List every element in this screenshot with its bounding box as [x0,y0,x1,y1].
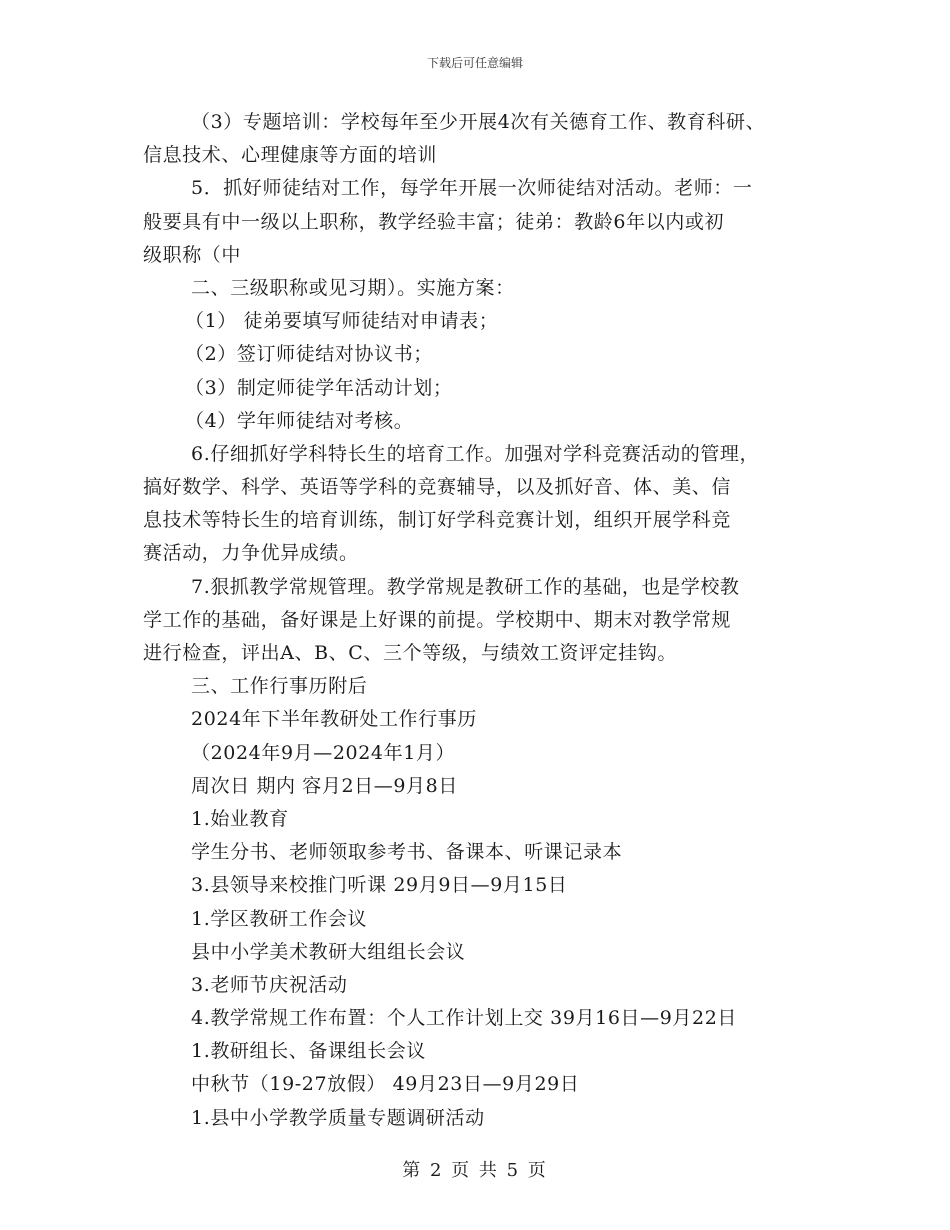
text-line: 息技术等特长生的培育训练，制订好学科竞赛计划，组织开展学科竞 [143,509,732,532]
text-line: 学生分书、老师领取参考书、备课本、听课记录本 [191,841,623,864]
text-line: 级职称（中 [143,243,242,266]
text-line: 4.教学常规工作布置：个人工作计划上交 39月16日—9月22日 [191,1007,737,1030]
text-line: 1.始业教育 [191,807,289,830]
text-line: 6.仔细抓好学科特长生的培育工作。加强对学科竞赛活动的管理， [191,442,760,465]
text-line: （1） 徒弟要填写师徒结对申请表； [185,310,499,333]
text-line: 3.老师节庆祝活动 [191,973,348,996]
text-line: 学工作的基础，备好课是上好课的前提。学校期中、期末对教学常规 [143,608,732,631]
document-body [143,106,823,1135]
text-line: 7.狠抓教学常规管理。教学常规是教研工作的基础，也是学校教 [191,575,740,598]
text-line: （3）制定师徒学年活动计划； [185,376,453,399]
text-line: 信息技术、心理健康等方面的培训 [143,144,438,167]
page-number-footer: 第 2 页 共 5 页 [402,1160,548,1181]
text-line: 5．抓好师徒结对工作，每学年开展一次师徒结对活动。老师：一 [191,177,753,200]
text-line: 进行检查，评出A、B、C、三个等级，与绩效工资评定挂钩。 [143,642,678,664]
text-line: （2024年9月—2024年1月） [191,741,456,764]
text-line: （3）专题培训：学校每年至少开展4次有关德育工作、教育科研、 [191,111,766,133]
text-line: （4）学年师徒结对考核。 [185,409,414,432]
text-line: 1.教研组长、备课组长会议 [191,1040,426,1063]
text-line: 1.学区教研工作会议 [191,907,368,930]
text-line: 中秋节（19-27放假） 49月23日—9月29日 [191,1073,580,1096]
text-line: 3.县领导来校推门听课 29月9日—9月15日 [191,874,568,897]
page-header-note: 下载后可任意编辑 [426,56,523,70]
text-line: 搞好数学、科学、英语等学科的竞赛辅导，以及抓好音、体、美、信 [143,476,732,499]
text-line: 2024年下半年教研处工作行事历 [191,708,477,731]
text-line: 赛活动，力争优异成绩。 [143,542,359,565]
text-line: （2）签订师徒结对协议书； [185,343,433,366]
text-line: 县中小学美术教研大组组长会议 [191,940,466,963]
text-line: 般要具有中一级以上职称，教学经验丰富；徒弟：教龄6年以内或初 [143,210,725,233]
text-line: 1.县中小学教学质量专题调研活动 [191,1106,485,1129]
text-line: 周次日 期内 容月2日—9月8日 [191,774,458,797]
text-line: 三、工作行事历附后 [191,675,368,698]
text-line: 二、三级职称或见习期）。实施方案： [191,276,515,299]
